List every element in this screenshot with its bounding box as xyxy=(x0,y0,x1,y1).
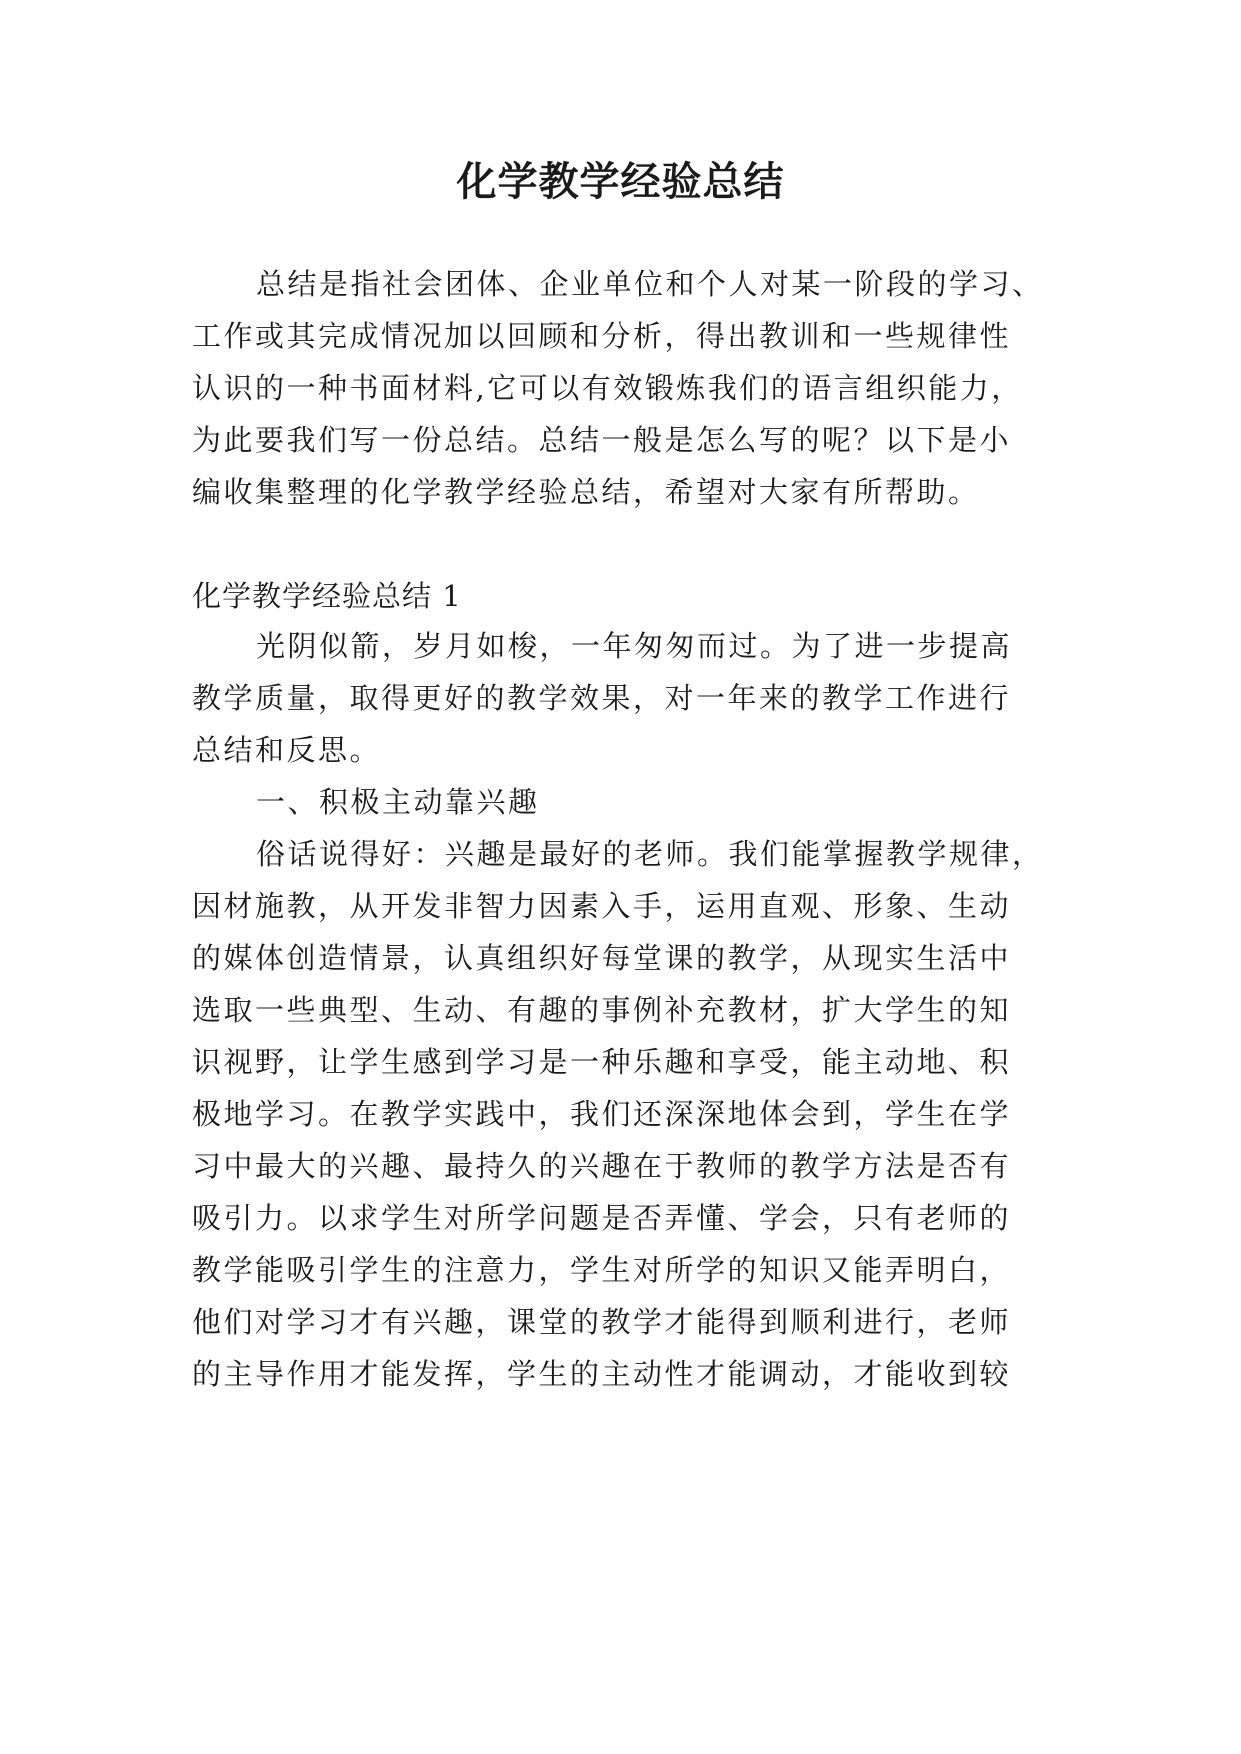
intro-line: 认识的一种书面材料,它可以有效锻炼我们的语言组织能力， xyxy=(192,371,1023,405)
paragraph-line: 总结和反思。 xyxy=(192,733,382,767)
intro-line: 总结是指社会团体、企业单位和个人对某一阶段的学习、 xyxy=(256,267,1044,301)
paragraph-line: 极地学习。在教学实践中，我们还深深地体会到，学生在学 xyxy=(192,1097,1012,1131)
paragraph-line: 习中最大的兴趣、最持久的兴趣在于教师的教学方法是否有 xyxy=(192,1149,1012,1183)
section-heading: 化学教学经验总结 1 xyxy=(192,579,462,613)
paragraph-line: 俗话说得好：兴趣是最好的老师。我们能掌握教学规律， xyxy=(256,837,1044,871)
paragraph-line: 吸引力。以求学生对所学问题是否弄懂、学会，只有老师的 xyxy=(192,1201,1012,1235)
paragraph-line: 因材施教，从开发非智力因素入手，运用直观、形象、生动 xyxy=(192,889,1012,923)
paragraph-line: 教学能吸引学生的注意力，学生对所学的知识又能弄明白， xyxy=(192,1253,1012,1287)
paragraph-line: 他们对学习才有兴趣，课堂的教学才能得到顺利进行，老师 xyxy=(192,1305,1012,1339)
intro-line: 工作或其完成情况加以回顾和分析，得出教训和一些规律性 xyxy=(192,319,1012,353)
intro-line: 为此要我们写一份总结。总结一般是怎么写的呢？以下是小 xyxy=(192,423,1012,457)
document-title: 化学教学经验总结 xyxy=(456,158,785,205)
paragraph-line: 选取一些典型、生动、有趣的事例补充教材，扩大学生的知 xyxy=(192,993,1012,1027)
paragraph-line: 识视野，让学生感到学习是一种乐趣和享受，能主动地、积 xyxy=(192,1045,1012,1079)
paragraph-line: 的主导作用才能发挥，学生的主动性才能调动，才能收到较 xyxy=(192,1357,1012,1391)
intro-line: 编收集整理的化学教学经验总结，希望对大家有所帮助。 xyxy=(192,475,980,509)
subheading: 一、积极主动靠兴趣 xyxy=(256,785,540,819)
paragraph-line: 光阴似箭，岁月如梭，一年匆匆而过。为了进一步提高 xyxy=(256,629,1013,663)
paragraph-line: 教学质量，取得更好的教学效果，对一年来的教学工作进行 xyxy=(192,681,1012,715)
paragraph-line: 的媒体创造情景，认真组织好每堂课的教学，从现实生活中 xyxy=(192,941,1012,975)
